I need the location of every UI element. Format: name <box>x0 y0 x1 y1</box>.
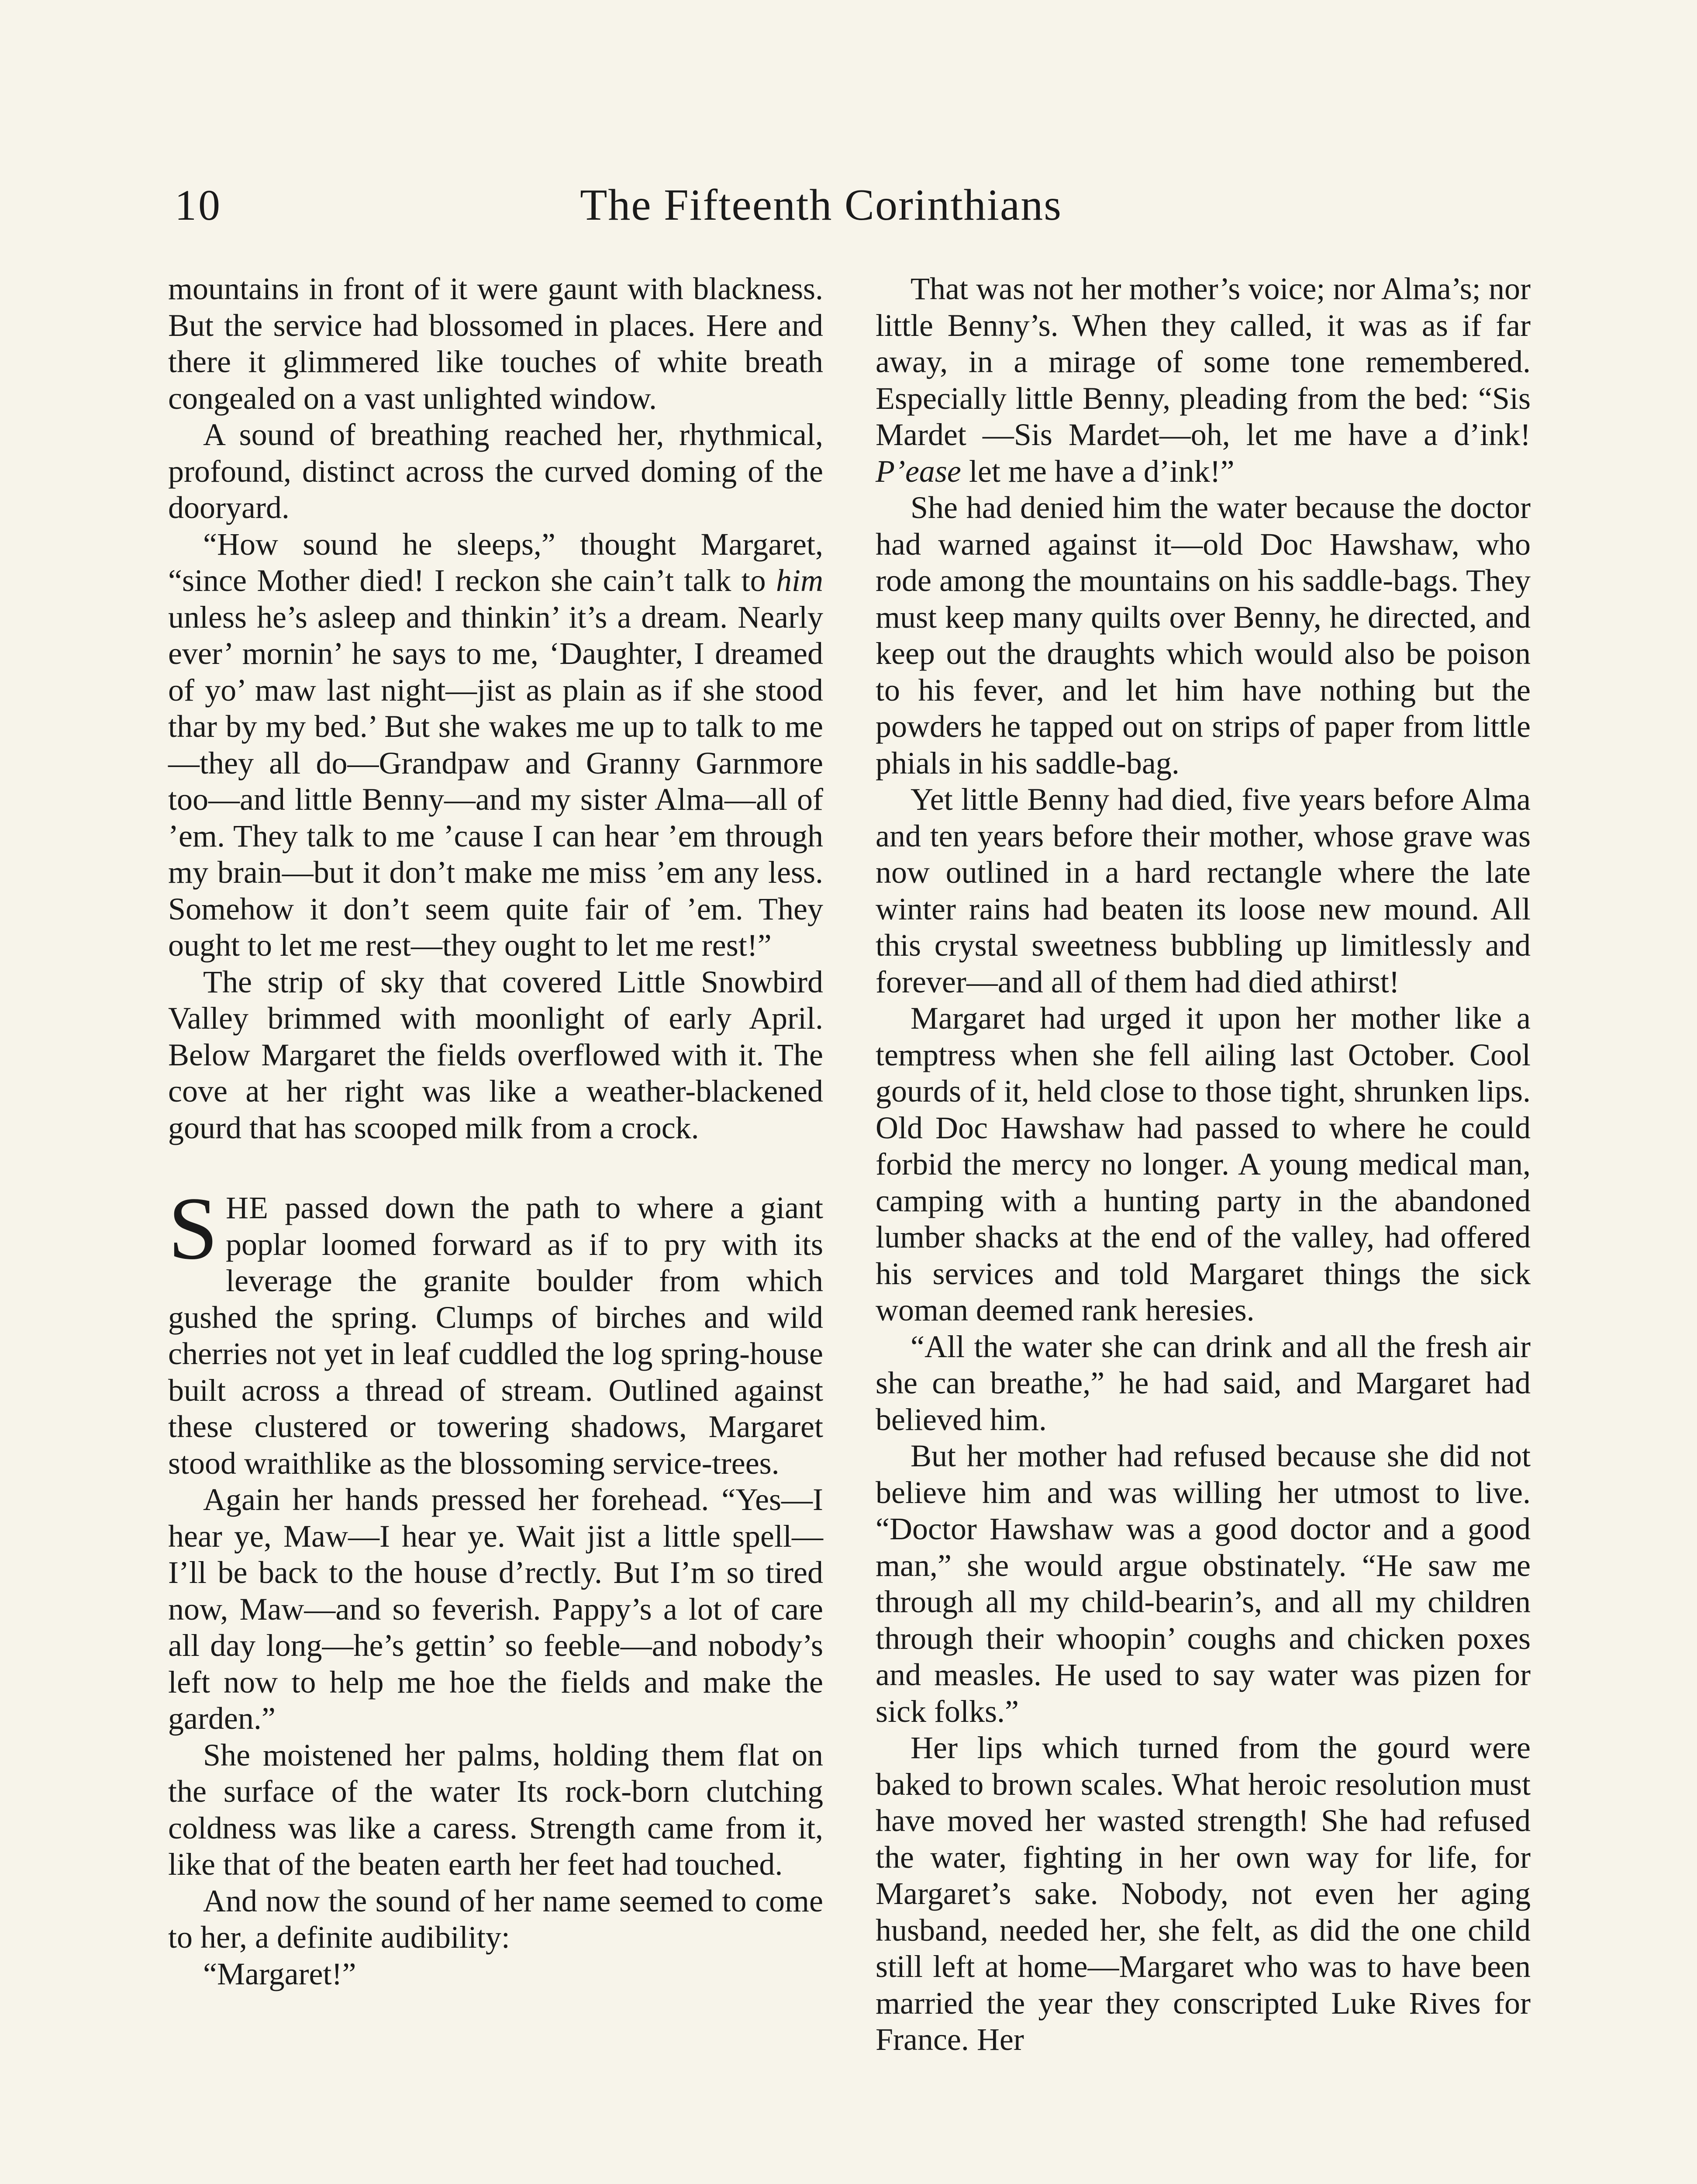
running-title: The Fifteenth Corinthians <box>580 180 1062 230</box>
text-run: let me have a d’ink!” <box>961 453 1235 489</box>
paragraph: “Margaret!” <box>203 1956 356 1991</box>
text-run: passed down the path to where a giant poplar loomed forward as if to pry with its leverage the granite boulder from which gushed the spring. Clumps of birches and wild cherries not yet in leaf cuddled the log spring-house built across a thread of stream. Outlined against these clustered or towering shadows, Margaret stood wraithlike as the blossoming service-trees. <box>168 1190 823 1481</box>
paragraph: Her lips which turned from the gourd were baked to brown scales. What heroic resolution must have moved her wasted strength! She had refused the water, fighting in her own way for life, for Margaret’s sake. Nobody, not even her aging husband, needed her, she felt, as did the one child still left at home—Margaret who was to have been married the year they conscripted Luke Rives for France. Her <box>876 1730 1531 2057</box>
paragraph: Margaret had urged it upon her mother like a temptress when she fell ailing last October. Cool gourds of it, held close to those tight, shrunken lips. Old Doc Hawshaw had passed to where he could forbid the mercy no longer. A young medical man, camping with a hunting party in the abandoned lumber shacks at the end of the valley, had offered his services and told Margaret things the sick woman deemed rank heresies. <box>876 1001 1531 1327</box>
small-caps: HE <box>226 1190 269 1225</box>
running-head <box>175 179 1467 232</box>
page-number: 10 <box>175 181 222 229</box>
paragraph: But her mother had refused because she did not believe him and was willing her utmost to live. “Doctor Hawshaw was a good doctor and a good man,” she would argue obstinately. “He saw me through all my child-bearin’s, and all my children through their whoopin’ coughs and chicken poxes and measles. He used to say water was pizen for sick folks.” <box>876 1438 1531 1729</box>
paragraph <box>876 271 1531 490</box>
paragraph <box>168 1179 823 1482</box>
paragraph: Again her hands pressed her forehead. “Yes—I hear ye, Maw—I hear ye. Wait jist a little spell—I’ll be back to the house d’rectly. But I’m so tired now, Maw—and so feverish. Pappy’s a lot of care all day long—he’s gettin’ so feeble—and nobody’s left now to help me hoe the fields and make the garden.” <box>168 1482 823 1736</box>
paragraph: A sound of breathing reached her, rhythmical, profound, distinct across the curved doming of the dooryard. <box>168 417 823 525</box>
paragraph: mountains in front of it were gaunt with blackness. But the service had blossomed in places. Here and there it glimmered like touches of white breath congealed on a vast unlighted window. <box>168 271 823 416</box>
paragraph: She moistened her palms, holding them flat on the surface of the water Its rock-born clutching coldness was like a caress. Strength came from it, like that of the beaten earth her feet had touched. <box>168 1737 823 1882</box>
paragraph: Yet little Benny had died, five years before Alma and ten years before their mother, whose grave was now outlined in a hard rectangle where the late winter rains had beaten its loose new mound. All this crystal sweetness bubbling up limitlessly and forever—and all of them had died athirst! <box>876 782 1531 999</box>
paragraph: And now the sound of her name seemed to come to her, a definite audibility: <box>168 1883 823 1955</box>
text-run: unless he’s asleep and thinkin’ it’s a dream. Nearly ever’ mornin’ he says to me, ‘Daughter, I dreamed of yo’ maw last night—jist as plain as if she stood thar by my bed.’ But she wakes me up to talk to me—they all do—Grandpaw and Granny Garnmore too—and little Benny—and my sister Alma—all of ’em. They talk to me ’cause I can hear ’em through my brain—but it don’t make me miss ’em any less. Somehow it don’t seem quite fair of ’em. They ought to let me rest—they ought to let me rest!” <box>168 599 823 963</box>
section-break <box>168 1146 823 1190</box>
right-column <box>876 271 1531 2058</box>
paragraph: She had denied him the water because the doctor had warned against it—old Doc Hawshaw, who rode among the mountains on his saddle-bags. They must keep many quilts over Benny, he directed, and keep out the draughts which would also be poison to his fever, and let him have nothing but the powders he tapped out on strips of paper from little phials in his saddle-bag. <box>876 490 1531 781</box>
paragraph: “All the water she can drink and all the fresh air she can breathe,” he had said, and Margaret had believed him. <box>876 1329 1531 1437</box>
paragraph <box>168 526 823 964</box>
left-column <box>168 271 823 1992</box>
drop-cap: S <box>168 1179 218 1278</box>
text-run: “How sound he sleeps,” thought Margaret, “since Mother died! I reckon she cain’t talk to <box>168 526 823 598</box>
paragraph: The strip of sky that covered Little Snowbird Valley brimmed with moonlight of early April. Below Margaret the fields overflowed with it. The cove at her right was like a weather-blackened gourd that has scooped milk from a crock. <box>168 964 823 1145</box>
emphasis: P’ease <box>876 453 961 489</box>
emphasis: him <box>776 563 823 598</box>
text-run: That was not her mother’s voice; nor Alma’s; nor little Benny’s. When they called, it was as if far away, in a mirage of some tone remembered. Especially little Benny, pleading from the bed: “Sis Mardet —Sis Mardet—oh, let me have a d’ink! <box>876 271 1531 452</box>
